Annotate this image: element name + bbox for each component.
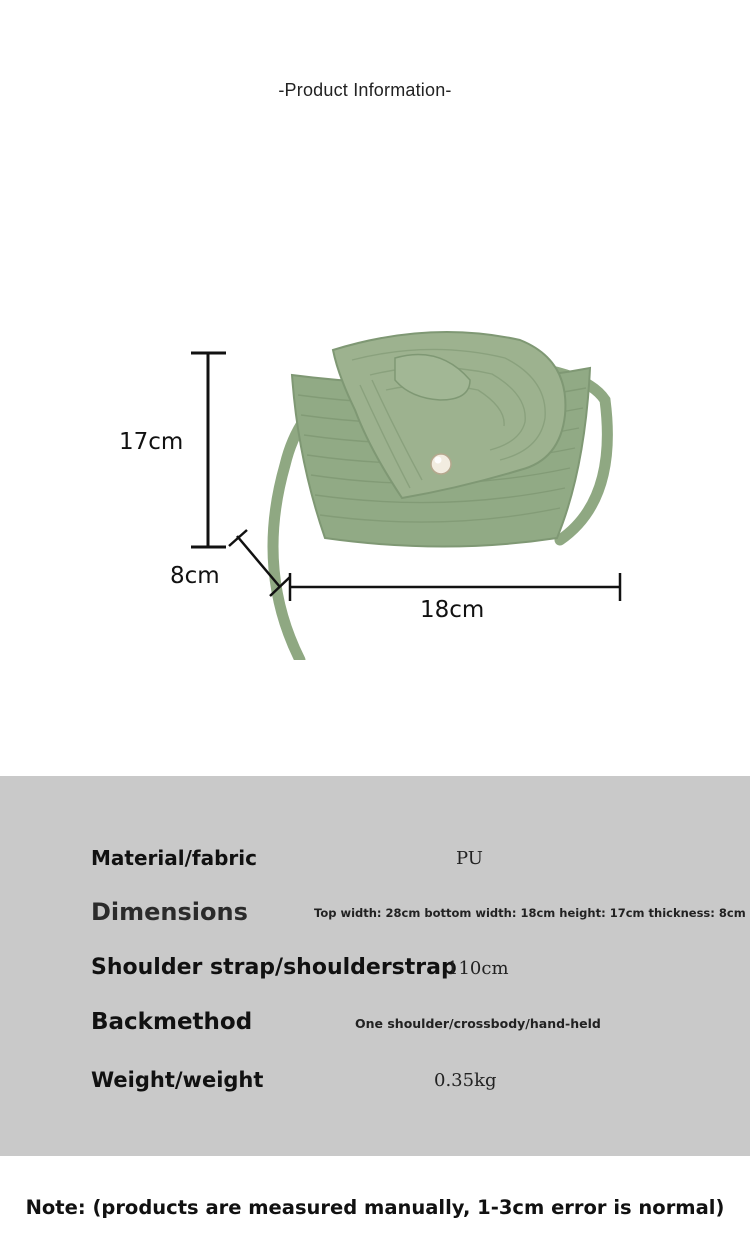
depth-dimension-line	[229, 530, 290, 596]
spec-row-back-method	[0, 1006, 750, 1046]
spec-row-dimensions	[0, 896, 750, 936]
height-label: 17cm	[119, 429, 184, 455]
pearl-button	[431, 454, 451, 474]
measurement-note: Note: (products are measured manually, 1-3cm error is normal)	[25, 1196, 725, 1219]
spec-label: Weight/weight	[91, 1068, 264, 1092]
product-figure	[0, 300, 750, 660]
spec-label: Shoulder strap/shoulderstrap	[91, 955, 457, 980]
spec-value: PU	[456, 848, 483, 869]
spec-row-weight	[0, 1064, 750, 1104]
spec-value: 0.35kg	[434, 1070, 497, 1091]
spec-value: Top width: 28cm bottom width: 18cm height: 17cm thickness: 8cm	[314, 906, 746, 920]
spec-value: 110cm	[447, 958, 509, 979]
page-title: -Product Information-	[278, 80, 452, 100]
height-dimension-line	[191, 353, 226, 547]
spec-row-material	[0, 842, 750, 882]
spec-row-shoulder-strap	[0, 952, 750, 992]
width-label: 18cm	[420, 597, 485, 623]
bag-illustration	[0, 300, 750, 660]
spec-value: One shoulder/crossbody/hand-held	[355, 1016, 601, 1031]
spec-label: Backmethod	[91, 1009, 253, 1035]
spec-panel	[0, 776, 750, 1156]
spec-label: Dimensions	[91, 898, 248, 926]
depth-label: 8cm	[170, 563, 220, 589]
spec-label: Material/fabric	[91, 846, 257, 870]
